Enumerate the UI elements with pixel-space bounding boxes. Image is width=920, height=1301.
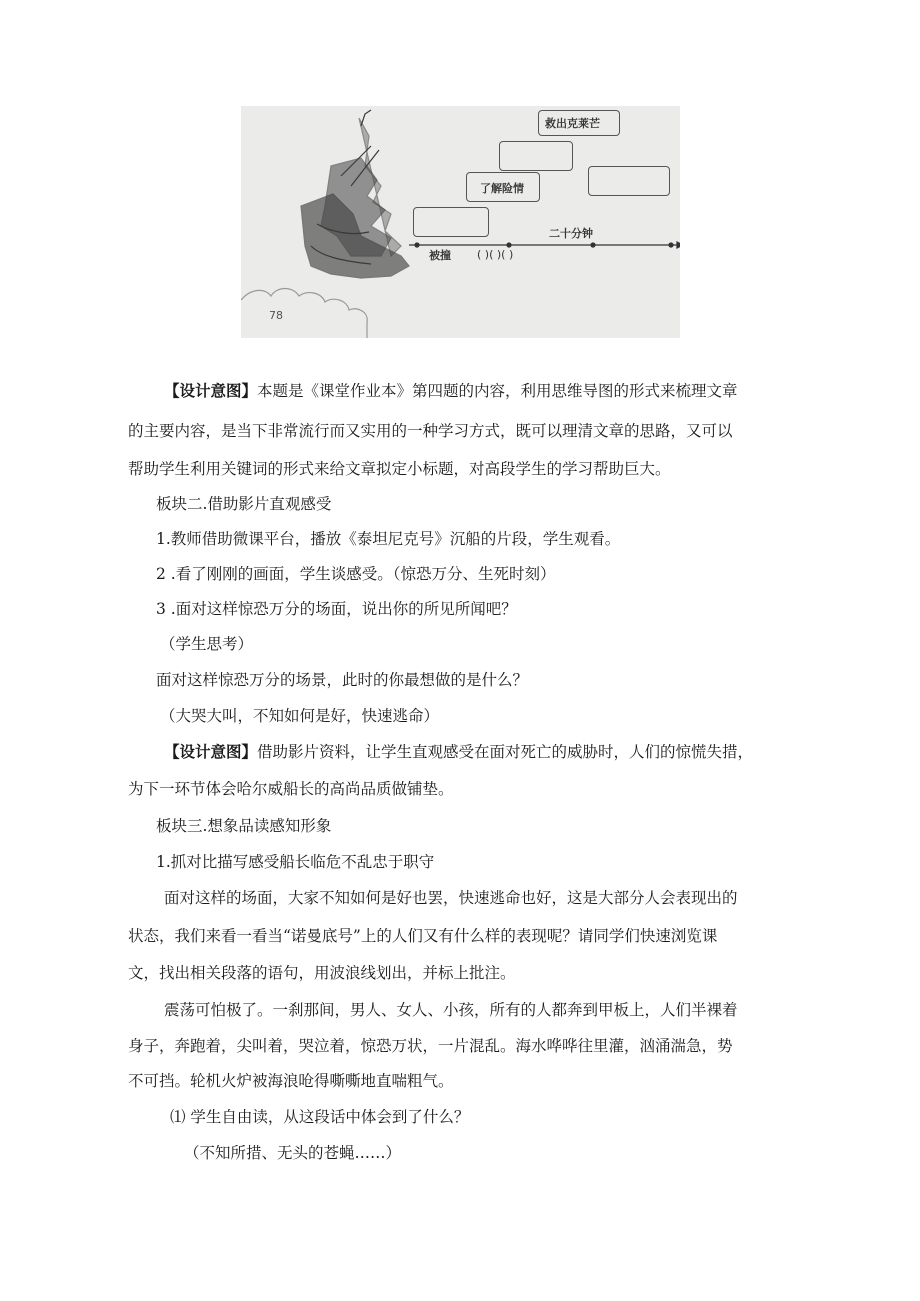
text: 本题是《课堂作业本》第四题的内容，利用思维导图的形式来梳理文章 (257, 382, 738, 400)
timeline-box-1 (413, 207, 489, 237)
design-intent-tag: 【设计意图】 (164, 742, 258, 761)
label-danger: 了解险情 (480, 182, 524, 195)
timeline-box-4 (588, 166, 670, 196)
sub-question-1-answer: （不知所措、无头的苍蝇……） (184, 1144, 402, 1162)
paren-row: ( )( )( ) (477, 248, 514, 261)
design-intent-tag: 【设计意图】 (164, 381, 258, 400)
ship-sketch (301, 110, 409, 278)
design-intent-2-line1 (164, 741, 844, 763)
workbook-figure (241, 106, 680, 338)
text: 借助影片资料，让学生直观感受在面对死亡的威胁时，人们的惊慌失措， (257, 743, 754, 761)
para4-line3: 不可挡。轮机火炉被海浪呛得嘶嘶地直喘粗气。 (128, 1072, 454, 1090)
design-intent-2-line2: 为下一环节体会哈尔威船长的高尚品质做铺垫。 (128, 780, 454, 798)
page-number: 78 (269, 309, 283, 322)
design-intent-1-line3: 帮助学生利用关键词的形式来给文章拟定小标题，对高段学生的学习帮助巨大。 (128, 460, 671, 478)
label-rescue: 救出克莱芒 (545, 117, 600, 130)
label-twenty-minutes: 二十分钟 (549, 227, 593, 240)
item-2: 2 .看了刚刚的画面，学生谈感受。（惊恐万分、生死时刻） (156, 565, 556, 583)
item-3-1: 1.抓对比描写感受船长临危不乱忠于职守 (156, 853, 435, 871)
para4-line1: 震荡可怕极了。一刹那间，男人、女人、小孩，所有的人都奔到甲板上，人们半裸着 (164, 1001, 738, 1019)
para3-line2: 状态，我们来看一看当“诺曼底号”上的人们又有什么样的表现呢？请同学们快速浏览课 (128, 927, 718, 945)
label-hit: 被撞 (429, 249, 451, 262)
item-3: 3 .面对这样惊恐万分的场面，说出你的所见所闻吧？ (156, 600, 517, 618)
section-2-heading: 板块二.借助影片直观感受 (156, 495, 332, 513)
question: 面对这样惊恐万分的场景，此时的你最想做的是什么？ (156, 671, 529, 689)
answer: （大哭大叫，不知如何是好，快速逃命） (160, 707, 440, 725)
design-intent-1-line2: 的主要内容，是当下非常流行而又实用的一种学习方式，既可以理清文章的思路，又可以 (128, 422, 733, 440)
cloud-outline (241, 289, 367, 339)
timeline-box-3 (499, 141, 573, 171)
para4-line2: 身子，奔跑着，尖叫着，哭泣着，惊恐万状，一片混乱。海水哗哗往里灌，汹涌湍急，势 (128, 1037, 733, 1055)
para3-line3: 文，找出相关段落的语句，用波浪线划出，并标上批注。 (128, 964, 516, 982)
design-intent-1-line1 (164, 380, 844, 402)
section-3-heading: 板块三.想象品读感知形象 (156, 817, 332, 835)
student-think: （学生思考） (160, 635, 254, 653)
sub-question-1: ⑴ 学生自由读，从这段话中体会到了什么？ (170, 1108, 470, 1126)
para3-line1: 面对这样的场面，大家不知如何是好也罢，快速逃命也好，这是大部分人会表现出的 (164, 889, 738, 907)
item-1: 1.教师借助微课平台，播放《泰坦尼克号》沉船的片段，学生观看。 (156, 530, 621, 548)
